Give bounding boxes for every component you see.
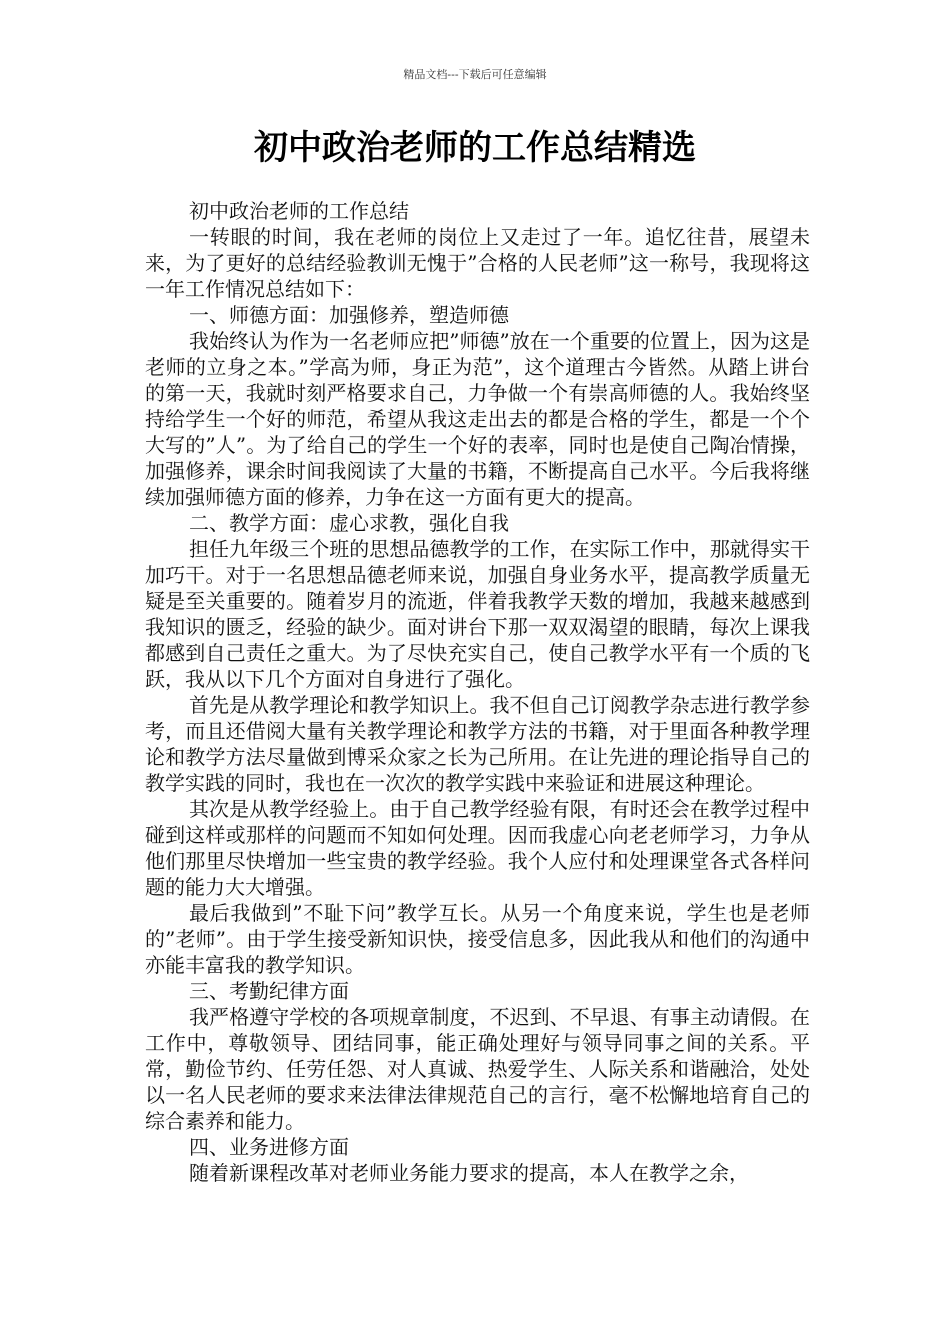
paragraph-teaching: 担任九年级三个班的思想品德教学的工作，在实际工作中，那就得实干加巧干。对于一名思想品德老师来说，加强自身业务水平，提高教学质量无疑是至关重要的。随着岁月的流逝，伴着我教学天数的增加，我越来越感到我知识的匮乏，经验的缺少。面对讲台下那一双双渴望的眼睛，每次上课我都感到自己责任之重大。为了尽快充实自己，使自己教学水平有一个质的飞跃，我从以下几个方面对自身进行了强化。	[145, 537, 810, 691]
paragraph-intro: 一转眼的时间，我在老师的岗位上又走过了一年。追忆往昔，展望未来，为了更好的总结经验教训无愧于”合格的人民老师”这一称号，我现将这一年工作情况总结如下：	[145, 225, 810, 301]
paragraph-subtitle: 初中政治老师的工作总结	[189, 199, 409, 223]
paragraph-theory: 首先是从教学理论和教学知识上。我不但自己订阅教学杂志进行教学参考，而且还借阅大量有关教学理论和教学方法的书籍，对于里面各种教学理论和教学方法尽量做到博采众家之长为己所用。在让先进的理论指导自己的教学实践的同时，我也在一次次的教学实践中来验证和进展这种理论。	[145, 693, 810, 795]
header-note: 精品文档---下载后可任意编辑	[403, 68, 547, 81]
section-heading-ethics: 一、师德方面：加强修养，塑造师德	[189, 303, 509, 327]
paragraph-learning-from-students: 最后我做到”不耻下问”教学互长。从另一个角度来说，学生也是老师的”老师”。由于学生接受新知识快，接受信息多，因此我从和他们的沟通中亦能丰富我的教学知识。	[145, 901, 810, 977]
section-heading-training: 四、业务进修方面	[189, 1135, 349, 1159]
paragraph-attendance: 我严格遵守学校的各项规章制度，不迟到、不早退、有事主动请假。在工作中，尊敬领导、团结同事，能正确处理好与领导同事之间的关系。平常，勤俭节约、任劳任怨、对人真诚、热爱学生、人际关系和谐融洽，处处以一名人民老师的要求来法律法律规范自己的言行，毫不松懈地培育自己的综合素养和能力。	[145, 1005, 810, 1133]
section-heading-attendance: 三、考勤纪律方面	[189, 979, 349, 1003]
section-heading-teaching: 二、教学方面：虚心求教，强化自我	[189, 511, 509, 535]
paragraph-ethics: 我始终认为作为一名老师应把”师德”放在一个重要的位置上，因为这是老师的立身之本。”学高为师，身正为范”，这个道理古今皆然。从踏上讲台的第一天，我就时刻严格要求自己，力争做一个有崇高师德的人。我始终坚持给学生一个好的师范，希望从我这走出去的都是合格的学生，都是一个个大写的”人”。为了给自己的学生一个好的表率，同时也是使自己陶冶情操，加强修养，课余时间我阅读了大量的书籍，不断提高自己水平。今后我将继续加强师德方面的修养，力争在这一方面有更大的提高。	[145, 329, 810, 509]
document-title: 初中政治老师的工作总结精选	[254, 128, 696, 168]
paragraph-experience: 其次是从教学经验上。由于自己教学经验有限，有时还会在教学过程中碰到这样或那样的问题而不知如何处理。因而我虚心向老老师学习，力争从他们那里尽快增加一些宝贵的教学经验。我个人应付和处理课堂各式各样问题的能力大大增强。	[145, 797, 810, 899]
paragraph-training: 随着新课程改革对老师业务能力要求的提高，本人在教学之余，	[189, 1161, 749, 1185]
document-body	[145, 198, 810, 1186]
